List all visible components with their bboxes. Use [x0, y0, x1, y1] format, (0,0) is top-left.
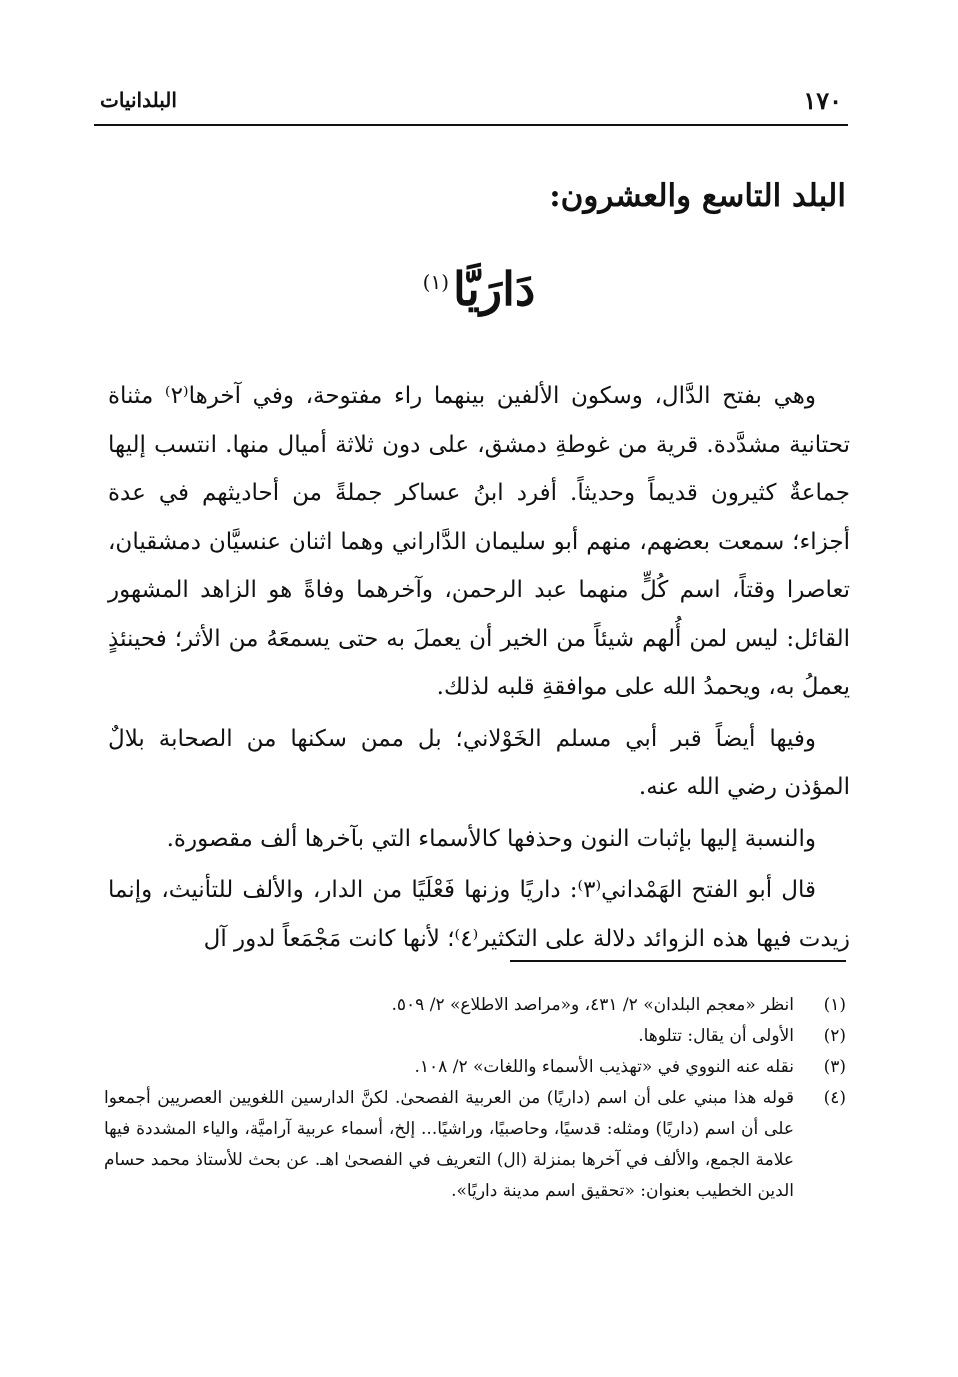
body-text — [108, 372, 850, 966]
footnote-number: (٣) — [823, 1057, 846, 1077]
footnote-text: الأولى أن يقال: تتلوها. — [638, 1026, 794, 1046]
footnote-text: نقله عنه النووي في «تهذيب الأسماء واللغات» ٢/ ١٠٨. — [414, 1057, 794, 1077]
footnote-text: انظر «معجم البلدان» ٢/ ٤٣١، و«مراصد الاطلاع» ٢/ ٥٠٩. — [391, 995, 794, 1015]
footnote — [104, 1083, 846, 1207]
header-divider — [94, 124, 848, 126]
place-title — [0, 262, 958, 316]
book-title: البلدانيات — [100, 88, 177, 112]
footnote-number: (٤) — [823, 1088, 846, 1108]
footnote-divider — [510, 960, 846, 962]
footnote-number: (٢) — [823, 1026, 846, 1046]
place-title-text: دَارَيَّا — [453, 262, 536, 316]
footnote — [104, 1052, 846, 1083]
footnote — [104, 990, 846, 1021]
footnote-reference: (١) — [422, 269, 450, 294]
footnotes — [104, 990, 846, 1207]
paragraph: قال أبو الفتح الهَمْداني⁽٣⁾: داريًا وزنها فَعْلَيًا من الدار، والألف للتأنيث، وإنما زيدت فيها هذه الزوائد دلالة على التكثير⁽٤⁾؛ لأنها كانت مَجْمَعاً لدور آل — [108, 877, 850, 952]
section-heading: البلد التاسع والعشرون: — [549, 178, 846, 214]
running-header — [92, 82, 848, 122]
footnote — [104, 1021, 846, 1052]
paragraph: والنسبة إليها بإثبات النون وحذفها كالأسماء التي بآخرها ألف مقصورة. — [166, 825, 816, 852]
footnote-number: (١) — [823, 995, 846, 1015]
footnote-text: قوله هذا مبني على أن اسم (داريًا) من العربية الفصحىٰ. لكنَّ الدارسين اللغويين العصريين أجمعوا على أن اسم (داريًا) ومثله: قدسيًا، وحاصبيًا، وراشيًا... إلخ، أسماء عربية آراميَّة، والياء المشددة فيها علامة الجمع، والألف في آخرها بمنزلة (ال) التعريف في الفصحىٰ اهـ. عن بحث للأستاذ محمد حسام الدين الخطيب بعنوان: «تحقيق اسم مدينة داريًا». — [104, 1088, 794, 1201]
page-number: ١٧٠ — [803, 86, 842, 115]
paragraph: وهي بفتح الدَّال، وسكون الألفين بينهما راء مفتوحة، وفي آخرها⁽٢⁾ مثناة تحتانية مشدَّدة. قرية من غوطةِ دمشق، على دون ثلاثة أميال منها. انتسب إليها جماعةٌ كثيرون قديماً وحديثاً. أفرد ابنُ عساكر جملةً من أحاديثهم في عدة أجزاء؛ سمعت بعضهم، منهم أبو سليمان الدَّاراني وهما اثنان عنسيَّان دمشقيان، تعاصرا وقتاً، اسم كُلٍّ منهما عبد الرحمن، وآخرهما وفاةً هو الزاهد المشهور القائل: ليس لمن أُلهم شيئاً من الخير أن يعملَ به حتى يسمعَهُ من الأثر؛ فحينئذٍ يعملُ به، ويحمدُ الله على موافقةِ قلبه لذلك. — [108, 383, 850, 700]
paragraph: وفيها أيضاً قبر أبي مسلم الخَوْلاني؛ بل ممن سكنها من الصحابة بلالٌ المؤذن رضي الله عنه. — [108, 725, 850, 800]
